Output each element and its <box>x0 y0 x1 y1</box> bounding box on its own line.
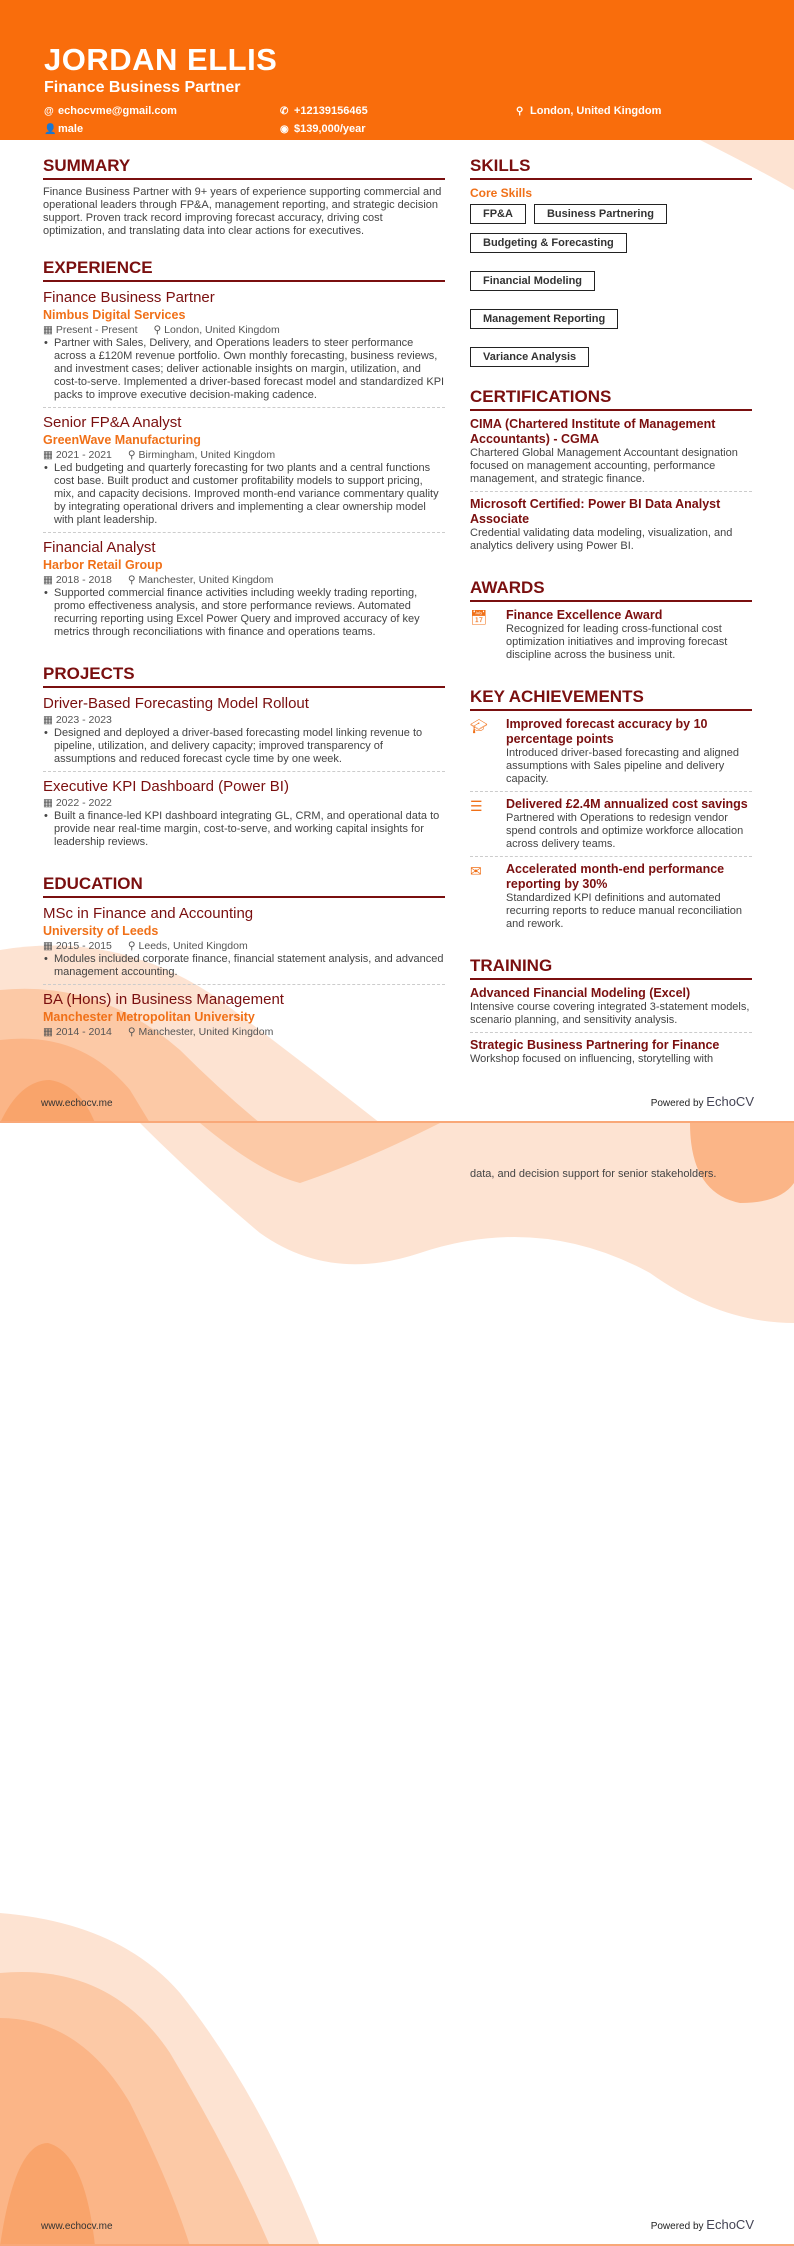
achievement-text: Partnered with Operations to redesign vendor spend controls and optimize workforce allocation across delivery teams. <box>506 812 744 850</box>
training-title: Strategic Business Partnering for Finance <box>470 1038 720 1052</box>
achievement-item <box>470 862 752 936</box>
bullet: • Led budgeting and quarterly forecasting for two plants and a central functions cost base. Built product and customer profitability models to support pricing, mix, and capacity decisions. Improved month-end variance commentary quality by integrating operational drivers and implementing a clear ownership model with plant leadership. <box>43 462 445 527</box>
resume-header <box>0 0 794 140</box>
job-title: Finance Business Partner <box>43 289 215 306</box>
education-item <box>43 990 445 1041</box>
dates: 2023 - 2023 <box>55 714 112 726</box>
experience-item <box>43 538 445 644</box>
calendar-icon: 📅︎ <box>470 609 488 625</box>
skill-tag: Business Partnering <box>534 204 667 224</box>
certification-item <box>470 417 752 492</box>
section-heading: AWARDS <box>470 578 752 602</box>
skill-tags <box>470 204 752 367</box>
section-heading: SKILLS <box>470 156 752 180</box>
school: University of Leeds <box>43 924 159 938</box>
graduation-cap-icon: 🎓︎ <box>470 718 488 734</box>
certification-title: CIMA (Chartered Institute of Management Accountants) - CGMA <box>470 417 716 446</box>
experience-item <box>43 288 445 408</box>
page-divider <box>0 1121 794 1123</box>
calendar-icon: ▦ <box>43 1026 53 1038</box>
skill-tag: Financial Modeling <box>470 271 595 291</box>
bullet: • Built a finance-led KPI dashboard integrating GL, CRM, and operational data to provide near real-time margin, cost-to-serve, and working capital insights for leadership reviews. <box>43 810 445 849</box>
section-heading: KEY ACHIEVEMENTS <box>470 687 752 711</box>
certifications-section <box>470 387 752 558</box>
training-title: Advanced Financial Modeling (Excel) <box>470 986 691 1000</box>
bullet: • Designed and deployed a driver-based forecasting model linking revenue to pipeline, utilization, and delivery capacity; improved transparency of assumptions and reduced forecast cycle time by one week. <box>43 727 445 766</box>
resume-page-2 <box>0 1123 794 2246</box>
location-icon: ⚲ <box>153 324 162 336</box>
certification-item <box>470 497 752 558</box>
location-icon: ⚲ <box>516 106 524 117</box>
award-text: Recognized for leading cross-functional cost optimization initiatives and improving forecast discipline across the business unit. <box>506 623 728 661</box>
footer-powered-by[interactable]: Powered by EchoCV <box>650 1094 754 1109</box>
training-item <box>470 986 752 1033</box>
company: GreenWave Manufacturing <box>43 433 201 447</box>
phone-icon: ✆ <box>280 106 289 117</box>
location-icon: ⚲ <box>127 449 136 461</box>
projects-section <box>43 664 445 854</box>
envelope-icon: ✉ <box>470 863 482 879</box>
dates: 2022 - 2022 <box>55 797 112 809</box>
person-icon: 👤 <box>44 124 57 135</box>
brand-name: EchoCV <box>706 1094 754 1109</box>
project-title: Driver-Based Forecasting Model Rollout <box>43 695 309 712</box>
achievements-section <box>470 687 752 936</box>
contact-email[interactable]: @ echocvme@gmail.com <box>44 105 177 117</box>
dates: Present - Present <box>55 324 138 336</box>
summary-text: Finance Business Partner with 9+ years of experience supporting commercial and operational leaders through FP&A, management reporting, and strategic decision support. Proven track record improving forecast accuracy, driving cost optimization, and translating data into clear actions for executives. <box>43 186 442 237</box>
location: Manchester, United Kingdom <box>138 1026 274 1038</box>
training-section <box>470 956 752 1071</box>
decorative-waves <box>0 1123 794 2246</box>
award-title: Finance Excellence Award <box>506 608 663 622</box>
certification-title: Microsoft Certified: Power BI Data Analyst Associate <box>470 497 721 526</box>
calendar-icon: ▦ <box>43 574 53 586</box>
experience-item <box>43 413 445 533</box>
location-icon: ⚲ <box>127 1026 136 1038</box>
location-icon: ⚲ <box>127 940 136 952</box>
left-column <box>43 156 445 1041</box>
calendar-icon: ▦ <box>43 714 53 726</box>
training-text: Workshop focused on influencing, storytelling with <box>470 1053 714 1065</box>
salary-icon: ◉ <box>280 124 289 135</box>
location: Manchester, United Kingdom <box>138 574 274 586</box>
calendar-icon: ▦ <box>43 449 53 461</box>
location-icon: ⚲ <box>127 574 136 586</box>
dates: 2021 - 2021 <box>55 449 112 461</box>
location: Leeds, United Kingdom <box>138 940 248 952</box>
skill-tag: FP&A <box>470 204 526 224</box>
dates: 2015 - 2015 <box>55 940 112 952</box>
calendar-icon: ▦ <box>43 324 53 336</box>
candidate-name: JORDAN ELLIS <box>44 42 278 77</box>
achievement-title: Improved forecast accuracy by 10 percentage points <box>506 717 708 746</box>
degree: BA (Hons) in Business Management <box>43 991 284 1008</box>
footer-site-link[interactable]: www.echocv.me <box>41 2221 113 2232</box>
achievement-text: Introduced driver-based forecasting and aligned assumptions with Sales pipeline and delivery capacity. <box>506 747 739 785</box>
achievement-item <box>470 717 752 792</box>
contact-salary: ◉ $139,000/year <box>280 123 366 135</box>
bullet: • Modules included corporate finance, financial statement analysis, and advanced management accounting. <box>43 953 445 979</box>
degree: MSc in Finance and Accounting <box>43 905 254 922</box>
contact-location: ⚲ London, United Kingdom <box>516 105 662 117</box>
dates: 2018 - 2018 <box>55 574 112 586</box>
certification-text: Chartered Global Management Accountant designation focused on management accounting, performance management, and strategic finance. <box>470 447 738 485</box>
brand-name: EchoCV <box>706 2217 754 2232</box>
project-item <box>43 777 445 854</box>
contact-phone[interactable]: ✆ +12139156465 <box>280 105 368 117</box>
section-heading: CERTIFICATIONS <box>470 387 752 411</box>
list-icon: ☰ <box>470 798 483 814</box>
footer-site-link[interactable]: www.echocv.me <box>41 1098 113 1109</box>
achievement-text: Standardized KPI definitions and automated recurring reports to reduce manual reconciliation and rework. <box>506 892 743 930</box>
education-section <box>43 874 445 1041</box>
skill-group-label: Core Skills <box>470 186 533 200</box>
section-heading: TRAINING <box>470 956 752 980</box>
section-heading: PROJECTS <box>43 664 445 688</box>
bullet: • Partner with Sales, Delivery, and Operations leaders to steer performance across a £120M revenue portfolio. Own monthly forecasting, business reviews, and investment cases; deliver actionable insights on margin, utilization, and cost-to-serve. Implemented a driver-based forecast model and standardized KPI packs to improve executive decision-making cadence. <box>43 337 445 402</box>
section-heading: EXPERIENCE <box>43 258 445 282</box>
bullet: • Supported commercial finance activities including weekly trading reporting, promo effectiveness analysis, and store performance reviews. Automated recurring reporting using Excel Power Query and improved accuracy of key metrics through reconciliations with finance and operations teams. <box>43 587 445 639</box>
candidate-title: Finance Business Partner <box>44 79 241 96</box>
company: Nimbus Digital Services <box>43 308 186 322</box>
dates: 2014 - 2014 <box>55 1026 112 1038</box>
award-item <box>470 608 752 667</box>
certification-text: Credential validating data modeling, visualization, and analytics delivery using Power BI. <box>470 527 733 552</box>
experience-section <box>43 258 445 644</box>
at-icon: @ <box>44 106 54 117</box>
section-heading: EDUCATION <box>43 874 445 898</box>
awards-section <box>470 578 752 667</box>
location: Birmingham, United Kingdom <box>138 449 276 461</box>
summary-section <box>43 156 445 238</box>
skill-tag: Budgeting & Forecasting <box>470 233 627 253</box>
skills-section <box>470 156 752 367</box>
education-item <box>43 904 445 985</box>
right-column <box>470 156 752 1091</box>
location: London, United Kingdom <box>164 324 280 336</box>
training-text-continued: data, and decision support for senior stakeholders. <box>470 1168 717 1180</box>
footer-powered-by[interactable]: Powered by EchoCV <box>650 2217 754 2232</box>
calendar-icon: ▦ <box>43 797 53 809</box>
contact-gender: 👤 male <box>44 123 84 135</box>
project-title: Executive KPI Dashboard (Power BI) <box>43 778 289 795</box>
calendar-icon: ▦ <box>43 940 53 952</box>
skill-tag: Management Reporting <box>470 309 618 329</box>
job-title: Financial Analyst <box>43 539 156 556</box>
project-item <box>43 694 445 772</box>
training-item <box>470 1038 752 1071</box>
achievement-title: Accelerated month-end performance reporting by 30% <box>506 862 725 891</box>
school: Manchester Metropolitan University <box>43 1010 255 1024</box>
achievement-item <box>470 797 752 857</box>
training-text: Intensive course covering integrated 3-statement models, scenario planning, and sensitivity analysis. <box>470 1001 750 1026</box>
contact-info <box>44 105 750 135</box>
company: Harbor Retail Group <box>43 558 163 572</box>
job-title: Senior FP&A Analyst <box>43 414 182 431</box>
skill-tag: Variance Analysis <box>470 347 589 367</box>
section-heading: SUMMARY <box>43 156 445 180</box>
achievement-title: Delivered £2.4M annualized cost savings <box>506 797 748 811</box>
